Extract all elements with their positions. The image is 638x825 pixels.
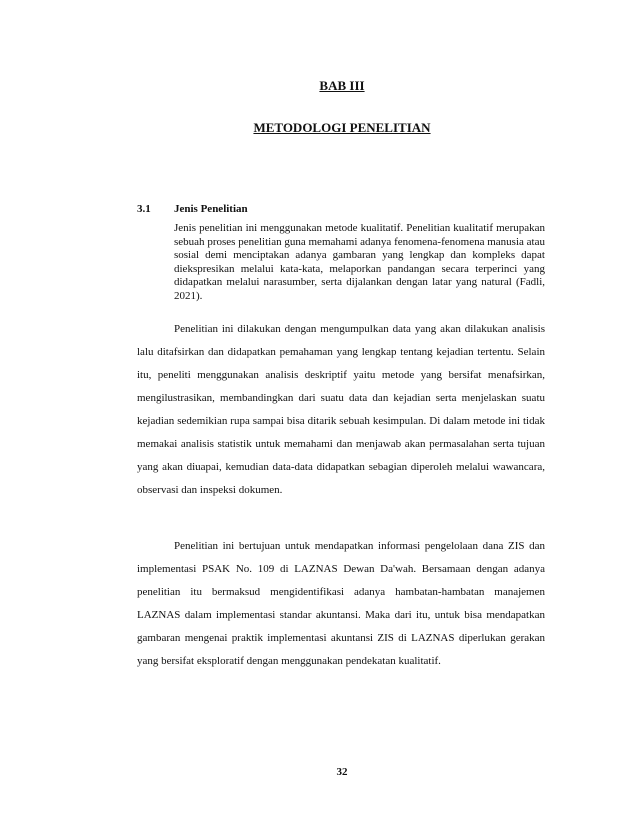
chapter-subtitle: METODOLOGI PENELITIAN (253, 120, 431, 135)
body-paragraph: Penelitian ini dilakukan dengan mengumpulkan data yang akan dilakukan analisis lalu ditafsirkan dan didapatkan pemahaman yang lengkap tentang kejadian tertentu. Selain itu, peneliti menggunakan analisis deskriptif yaitu metode yang bersifat menafsirkan, mengilustrasikan, membandingkan dari suatu data dan kejadian serta menjelaskan suatu kejadian sedemikian rupa sampai bisa ditarik sebuah kesimpulan. Di dalam metode ini tidak memakai analisis statistik untuk memahami dan menjawab akan permasalahan serta tujuan yang akan diuapai, kemudian data-data didapatkan sebagian diperoleh melalui wawancara, observasi dan inspeksi dokumen. (137, 323, 545, 496)
section-title: Jenis Penelitian (174, 203, 248, 215)
section-number: 3.1 (137, 203, 151, 215)
page-number: 32 (336, 766, 348, 778)
body-paragraph: Penelitian ini bertujuan untuk mendapatkan informasi pengelolaan dana ZIS dan implementasi PSAK No. 109 di LAZNAS Dewan Da'wah. Bersamaan dengan adanya penelitian itu bermaksud mengidentifikasi adanya hambatan-hambatan manajemen LAZNAS dalam implementasi standar akuntansi. Maka dari itu, untuk bisa mendapatkan gambaran mengenai praktik implementasi akuntansi ZIS di LAZNAS diperlukan gerakan yang bersifat eksploratif dengan menggunakan pendekatan kualitatif. (137, 540, 545, 667)
chapter-title: BAB III (319, 78, 365, 93)
quote-block: Jenis penelitian ini menggunakan metode kualitatif. Penelitian kualitatif merupakan sebuah proses penelitian guna memahami adanya fenomena-fenomena manusia atau sosial demi menciptakan adanya gambaran yang lengkap dan kompleks dapat diekspresikan melalui kata-kata, melaporkan pandangan secara terperinci yang didapatkan melalui narasumber, serta dijalankan dengan latar yang natural (Fadli, 2021). (174, 222, 545, 302)
